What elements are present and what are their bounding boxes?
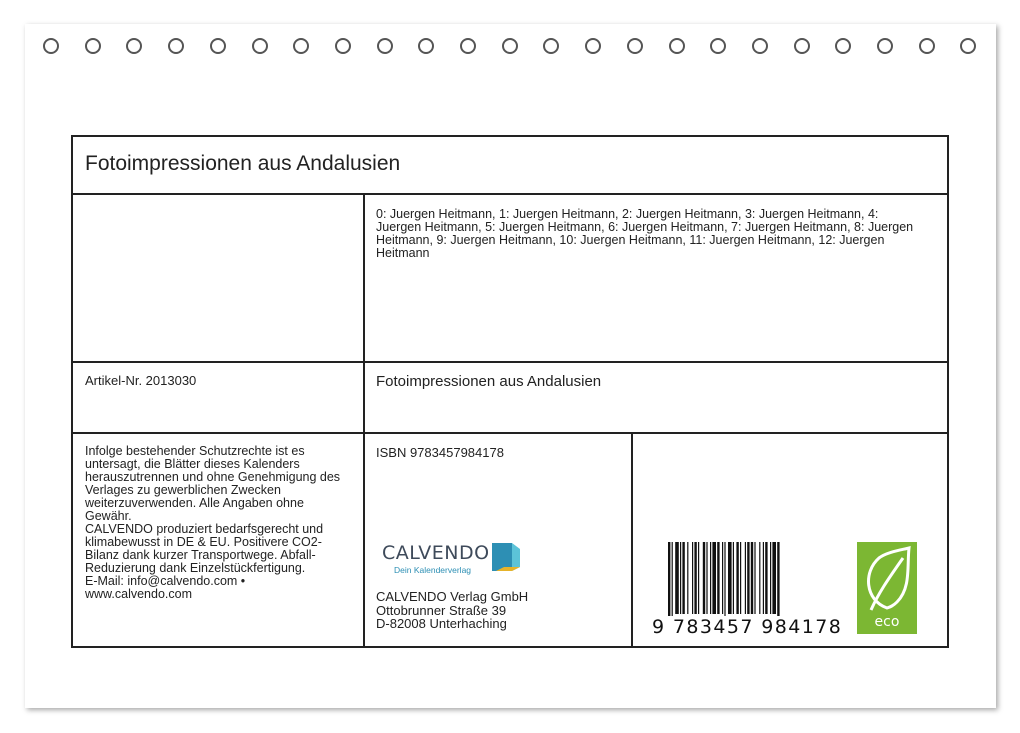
divider xyxy=(73,361,947,363)
barcode-bar xyxy=(717,542,719,614)
barcode-bar xyxy=(770,542,771,614)
barcode-bar xyxy=(680,542,681,614)
binding-ring xyxy=(877,38,893,54)
divider xyxy=(73,432,947,434)
barcode-bar xyxy=(698,542,699,614)
binding-ring xyxy=(418,38,434,54)
barcode-bar xyxy=(745,542,746,614)
barcode-bar xyxy=(733,542,734,614)
barcode-bar xyxy=(754,542,755,614)
photo-credits: 0: Juergen Heitmann, 1: Juergen Heitmann, 2: Juergen Heitmann, 3: Juergen Heitmann, 4: Juergen Heitmann, 5: Juergen Heitmann, 6: Juergen Heitmann, 7: Juergen Heitmann, 8: Juergen Heitmann, 9: Juergen Heitmann, 10: Juergen Heitmann, 11: Juergen Heitmann, 12: Juergen Heitmann xyxy=(376,207,914,260)
publisher-address xyxy=(376,590,528,631)
binding-ring xyxy=(794,38,810,54)
binding-ring xyxy=(627,38,643,54)
binding-ring xyxy=(710,38,726,54)
binding-ring xyxy=(85,38,101,54)
legal-line: weiterzuverwenden. Alle Angaben ohne xyxy=(85,496,304,510)
legal-line: untersagt, die Blätter dieses Kalenders xyxy=(85,457,300,471)
logo-wordmark: CALVENDO xyxy=(382,542,490,564)
leaf-icon xyxy=(857,544,917,616)
spiral-binding xyxy=(0,0,1020,60)
barcode-bar xyxy=(675,542,679,614)
legal-line: www.calvendo.com xyxy=(85,587,192,601)
barcode-bar xyxy=(682,542,684,614)
calvendo-logo xyxy=(382,538,527,578)
barcode-bar xyxy=(763,542,764,614)
barcode-bar xyxy=(672,542,673,622)
barcode-digits: 9 783457 984178 xyxy=(652,616,843,638)
legal-line: CALVENDO produziert bedarfsgerecht und xyxy=(85,522,324,536)
barcode-bar xyxy=(724,542,725,622)
binding-ring xyxy=(335,38,351,54)
binding-ring xyxy=(835,38,851,54)
binding-ring xyxy=(293,38,309,54)
barcode-bar xyxy=(668,542,670,622)
calendar-page-icon xyxy=(490,541,522,575)
binding-ring xyxy=(210,38,226,54)
legal-line: Bilanz dank kurzer Transportwege. Abfall- xyxy=(85,548,316,562)
barcode-bar xyxy=(759,542,760,614)
legal-line: Infolge bestehender Schutzrechte ist es xyxy=(85,444,305,458)
binding-ring xyxy=(960,38,976,54)
barcode-bar xyxy=(740,542,741,614)
binding-ring xyxy=(460,38,476,54)
eco-label: eco xyxy=(874,614,900,630)
calendar-title: Fotoimpressionen aus Andalusien xyxy=(85,152,401,175)
binding-ring xyxy=(168,38,184,54)
divider xyxy=(363,193,365,646)
barcode-bar xyxy=(777,542,779,622)
legal-line: E-Mail: info@calvendo.com • xyxy=(85,574,246,588)
divider xyxy=(631,432,633,646)
divider xyxy=(73,193,947,195)
publisher-line: Ottobrunner Straße 39 xyxy=(376,602,507,618)
isbn-barcode xyxy=(666,542,818,622)
binding-ring xyxy=(377,38,393,54)
binding-ring xyxy=(669,38,685,54)
binding-ring xyxy=(919,38,935,54)
binding-ring xyxy=(585,38,601,54)
barcode-bar xyxy=(710,542,711,614)
legal-line: Reduzierung dank Einzelstückfertigung. xyxy=(85,561,306,575)
legal-line: Gewähr. xyxy=(85,509,132,523)
barcode-bar xyxy=(703,542,705,614)
legal-line: klimabewusst in DE & EU. Positivere CO2- xyxy=(85,535,322,549)
barcode-bar xyxy=(728,542,732,614)
binding-ring xyxy=(252,38,268,54)
binding-ring xyxy=(43,38,59,54)
barcode-bar xyxy=(736,542,738,614)
legal-line: Verlages zu gewerblichen Zwecken xyxy=(85,483,281,497)
isbn-label: ISBN 9783457984178 xyxy=(376,445,504,460)
barcode-bar xyxy=(772,542,776,614)
barcode-bar xyxy=(712,542,716,614)
logo-tagline: Dein Kalenderverlag xyxy=(394,565,472,575)
article-number: Artikel-Nr. 2013030 xyxy=(85,373,197,388)
barcode-bar xyxy=(706,542,707,614)
barcode-bar xyxy=(765,542,767,614)
eco-badge xyxy=(857,542,917,634)
barcode-bar xyxy=(692,542,693,614)
binding-ring xyxy=(752,38,768,54)
binding-ring xyxy=(126,38,142,54)
publisher-line: CALVENDO Verlag GmbH xyxy=(376,589,529,604)
barcode-bar xyxy=(722,542,723,614)
publisher-line: D-82008 Unterhaching xyxy=(376,616,507,631)
binding-ring xyxy=(543,38,559,54)
barcode-bar xyxy=(751,542,753,614)
legal-notice xyxy=(85,445,357,601)
barcode-bar xyxy=(747,542,749,614)
barcode-bar xyxy=(694,542,696,614)
barcode-bar xyxy=(687,542,688,614)
binding-ring xyxy=(502,38,518,54)
calendar-title-repeat: Fotoimpressionen aus Andalusien xyxy=(376,373,602,390)
legal-line: herauszutrennen und ohne Genehmigung des xyxy=(85,470,341,484)
